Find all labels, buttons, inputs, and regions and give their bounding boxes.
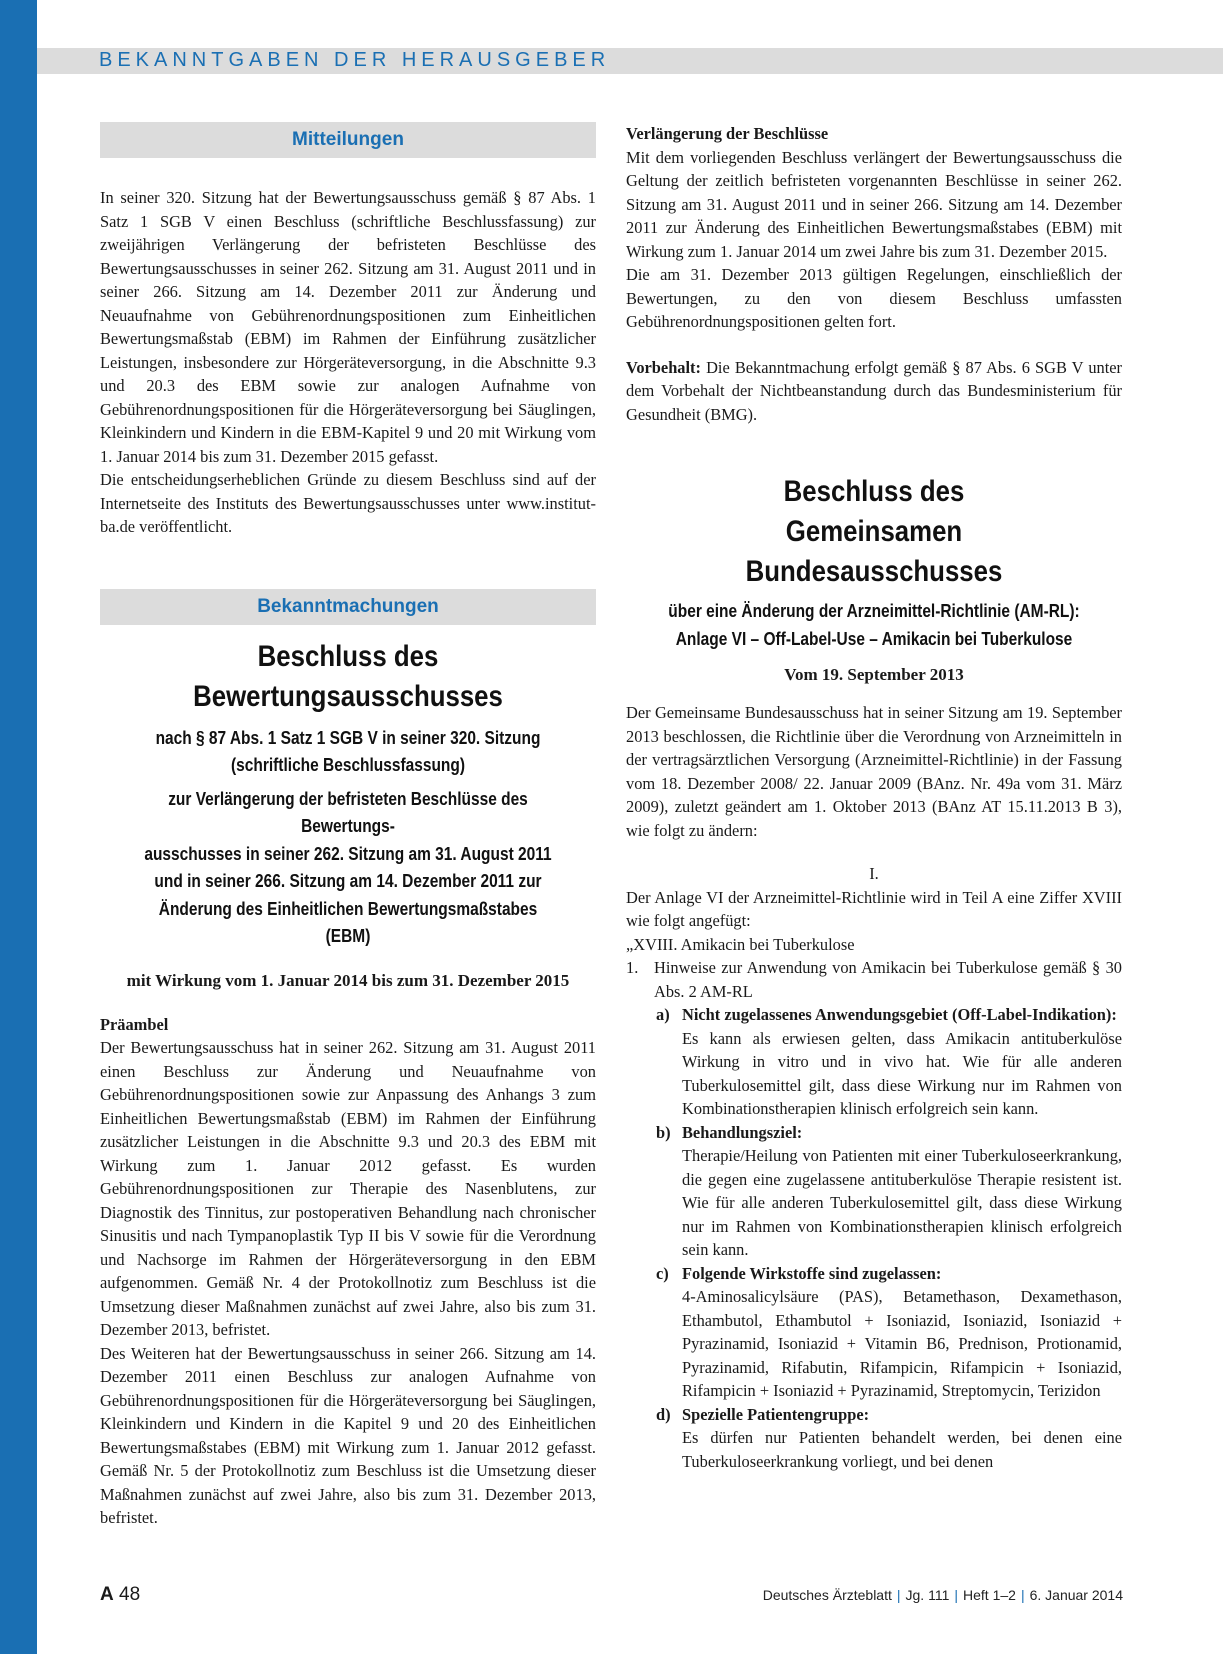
list-item-1-text: Hinweise zur Anwendung von Amikacin bei Tuberkulose gemäß § 30 Abs. 2 AM-RL — [654, 958, 1122, 1001]
footer-separator: | — [896, 1587, 901, 1603]
footer-separator: | — [954, 1587, 959, 1603]
roman-numeral-one: I. — [869, 864, 879, 883]
sub-item-a-heading: Nicht zugelassenes Anwendungsgebiet (Off-Label-Indikation): — [682, 1005, 1117, 1024]
sub-item-a-text: Es kann als erwiesen gelten, dass Amikacin antituberkulöse Wirkung in vitro und in vivo hat. Wie für alle anderen Tuberkulosemittel gilt, dass diese Wirkung nur im Rahmen von Kombinationstherapien klinisch erfolgreich sein kann. — [682, 1028, 1122, 1118]
journal-date: 6. Januar 2014 — [1029, 1587, 1123, 1603]
journal-issue: Heft 1–2 — [963, 1587, 1016, 1603]
footer-separator: | — [1020, 1587, 1025, 1603]
journal-footer — [763, 1587, 1123, 1603]
left-column — [100, 122, 596, 1530]
ziffer-line: „XVIII. Amikacin bei Tuberkulose — [626, 934, 855, 954]
praeambel-heading: Präambel — [100, 1014, 169, 1034]
anlage-paragraph: Der Anlage VI der Arzneimittel-Richtlinie wird in Teil A eine Ziffer XVIII wie folgt angefügt: — [626, 887, 1122, 930]
praeambel-paragraph-1: Der Bewertungsausschuss hat in seiner 262. Sitzung am 31. August 2011 einen Beschluss zur Änderung und Neuaufnahme von Gebührenordnungspositionen sowie zur Anpassung des Anhangs 3 zum Einheitlichen Bewertungsmaßstab (EBM) im Rahmen der Einführung zusätzlicher Leistungen in die Abschnitte 9.3 und 20.3 des EBM mit Wirkung zum 1. Januar 2012 gefasst. Es wurden Gebührenordnungspositionen zur Therapie des Nasenblutens, zur Diagnostik des Tinnitus, zur postoperativen Behandlung nach chronischer Sinusitis und nach Tympanoplastik Typ II bis V sowie für die Verordnung und Nachsorge im Rahmen der Hörgeräteversorgung in den EBM aufgenommen. Gemäß Nr. 4 der Protokollnotiz zum Beschluss ist die Umsetzung dieser Maßnahmen zunächst auf zwei Jahre, also bis zum 31. Dezember 2013, befristet. — [100, 1038, 596, 1339]
journal-volume: Jg. 111 — [905, 1587, 950, 1603]
sub-item-d-label: d) — [656, 1404, 671, 1424]
vorbehalt-paragraph — [626, 356, 1122, 427]
verlaengerung-paragraph-2: Die am 31. Dezember 2013 gültigen Regelungen, einschließlich der Bewertungen, zu den von diesem Beschluss umfassten Gebührenordnungspositionen gelten fort. — [626, 265, 1122, 331]
list-item-1 — [626, 956, 1122, 1003]
beschluss-subtitle-2d: Änderung des Einheitlichen Bewertungsmaßstabes (EBM) — [158, 898, 538, 946]
wirkung-line: mit Wirkung vom 1. Januar 2014 bis zum 31. Dezember 2015 — [126, 970, 570, 990]
mitteilungen-bar: Mitteilungen — [100, 122, 596, 158]
gba-title-line-2: Gemeinsamen Bundesausschusses — [745, 515, 1003, 588]
gba-intro-paragraph: Der Gemeinsame Bundesausschuss hat in seiner Sitzung am 19. September 2013 beschlossen, die Richtlinie über die Verordnung von Arzneimitteln in der vertragsärztlichen Versorgung (Arzneimittel-Richtlinie) in der Fassung vom 18. Dezember 2008/ 22. Januar 2009 (BAnz. Nr. 49a vom 31. März 2009), zuletzt geändert am 1. Oktober 2013 (BAnz AT 15.11.2013 B 3), wie folgt zu ändern: — [626, 703, 1122, 840]
right-column — [626, 122, 1122, 1473]
section-header-text: BEKANNTGABEN DER HERAUSGEBER — [99, 49, 611, 71]
sub-item-c-text: 4-Aminosalicylsäure (PAS), Betamethason, Dexamethason, Ethambutol, Ethambutol + Isoniazid, Isoniazid, Isoniazid + Pyrazinamid, Isoniazid + Vitamin B6, Prednison, Protionamid, Pyrazinamid, Rifabutin, Rifampicin, Rifampicin + Isoniazid, Rifampicin + Isoniazid + Pyrazinamid, Streptomycin, Terizidon — [682, 1287, 1122, 1400]
sub-item-a-label: a) — [656, 1005, 670, 1024]
beschluss-title-line-2: Bewertungsausschusses — [193, 679, 503, 713]
bekanntmachungen-bar: Bekanntmachungen — [100, 589, 596, 625]
sub-item-c-heading: Folgende Wirkstoffe sind zugelassen: — [682, 1263, 942, 1283]
section-header-band — [37, 48, 1223, 74]
beschluss-subtitle-1b: (schriftliche Beschlussfassung) — [230, 755, 465, 775]
gba-title-line-1: Beschluss des — [783, 475, 965, 508]
verlaengerung-heading: Verlängerung der Beschlüsse — [626, 124, 829, 143]
sub-item-b-heading: Behandlungsziel: — [682, 1122, 803, 1142]
left-accent-bar — [0, 0, 37, 1654]
gba-subtitle-line-2: Anlage VI – Off-Label-Use – Amikacin bei Tuberkulose — [675, 628, 1073, 649]
sub-item-c — [626, 1262, 1122, 1403]
sub-item-b-text: Therapie/Heilung von Patienten mit einer Tuberkuloseerkrankung, die gegen eine zugelassene antituberkulöse Therapie resistent ist. Wie für alle anderen Tuberkulosemittel gilt, dass diese Wirkung nur im Rahmen von Kombinationstherapien klinisch erfolgreich sein kann. — [682, 1146, 1122, 1259]
sub-item-c-label: c) — [656, 1263, 669, 1283]
sub-item-d — [626, 1403, 1122, 1474]
gba-subtitle-line-1: über eine Änderung der Arzneimittel-Richtlinie (AM-RL): — [668, 601, 1080, 621]
beschluss-title-line-1: Beschluss des — [257, 639, 439, 673]
list-item-1-number: 1. — [626, 958, 639, 977]
beschluss-subtitle-1a: nach § 87 Abs. 1 Satz 1 SGB V in seiner 320. Sitzung — [155, 727, 541, 748]
sub-item-b — [626, 1121, 1122, 1262]
mitteilungen-paragraph-1: In seiner 320. Sitzung hat der Bewertungsausschuss gemäß § 87 Abs. 1 Satz 1 SGB V einen Beschluss (schriftliche Beschlussfassung) zur zweijährigen Verlängerung der befristeten Beschlüsse des Bewertungsausschusses in seiner 262. Sitzung am 31. August 2011 und in seiner 266. Sitzung am 14. Dezember 2011 zur Änderung und Neuaufnahme von Gebührenordnungspositionen zum Einheitlichen Bewertungsmaßstab (EBM) im Rahmen der Einführung zusätzlicher Leistungen, insbesondere zur Hörgeräteversorgung, in die Abschnitte 9.3 und 20.3 des EBM sowie zur analogen Aufnahme von Gebührenordnungspositionen für die Hörgeräteversorgung bei Säuglingen, Kleinkindern und Kindern in die EBM-Kapitel 9 und 20 mit Wirkung vom 1. Januar 2014 bis zum 31. Dezember 2015 gefasst. — [100, 188, 596, 466]
vorbehalt-text: Die Bekanntmachung erfolgt gemäß § 87 Abs. 6 SGB V unter dem Vorbehalt der Nichtbeanstandung durch das Bundesministerium für Gesundheit (BMG). — [626, 357, 1122, 424]
beschluss-subtitle-2b: ausschusses in seiner 262. Sitzung am 31. August 2011 — [144, 843, 552, 864]
verlaengerung-paragraph-1: Mit dem vorliegenden Beschluss verlängert der Bewertungsausschuss die Geltung der zeitlich befristeten vorgenannten Beschlüsse in seiner 262. Sitzung am 31. August 2011 und in seiner 266. Sitzung am 14. Dezember 2011 zur Änderung des Einheitlichen Bewertungsmaßstabes (EBM) mit Wirkung zum 1. Januar 2014 um zwei Jahre bis zum 31. Dezember 2015. — [626, 147, 1122, 261]
vorbehalt-label: Vorbehalt: — [626, 357, 701, 377]
page-prefix: A — [100, 1584, 114, 1605]
journal-name: Deutsches Ärzteblatt — [762, 1587, 892, 1603]
sub-item-d-text: Es dürfen nur Patienten behandelt werden, bei denen eine Tuberkuloseerkrankung vorliegt, und bei denen — [682, 1428, 1122, 1471]
page-number-value: 48 — [119, 1584, 141, 1605]
page-number — [100, 1584, 140, 1606]
sub-item-d-heading: Spezielle Patientengruppe: — [682, 1404, 870, 1424]
beschluss-subtitle-2c: und in seiner 266. Sitzung am 14. Dezember 2011 zur — [154, 871, 542, 891]
sub-item-b-label: b) — [656, 1122, 671, 1142]
praeambel-paragraph-2: Des Weiteren hat der Bewertungsausschuss in seiner 266. Sitzung am 14. Dezember 2011 einen Beschluss zur analogen Aufnahme von Gebührenordnungspositionen für die Hörgeräteversorgung bei Säuglingen, Kleinkindern und Kindern in die Kapitel 9 und 20 des Einheitlichen Bewertungsmaßstabes (EBM) mit Wirkung zum 1. Januar 2012 gefasst. Gemäß Nr. 5 der Protokollnotiz zum Beschluss ist die Umsetzung dieser Maßnahmen zunächst auf zwei Jahre, also bis zum 31. Dezember 2013, befristet. — [100, 1343, 596, 1527]
sub-item-a — [626, 1003, 1122, 1121]
beschluss-subtitle-2a: zur Verlängerung der befristeten Beschlüsse des Bewertungs- — [168, 788, 528, 836]
mitteilungen-paragraph-2: Die entscheidungserheblichen Gründe zu diesem Beschluss sind auf der Internetseite des Instituts des Bewertungsausschusses unter www.institut-ba.de veröffentlicht. — [100, 470, 596, 536]
gba-date: Vom 19. September 2013 — [784, 665, 964, 684]
